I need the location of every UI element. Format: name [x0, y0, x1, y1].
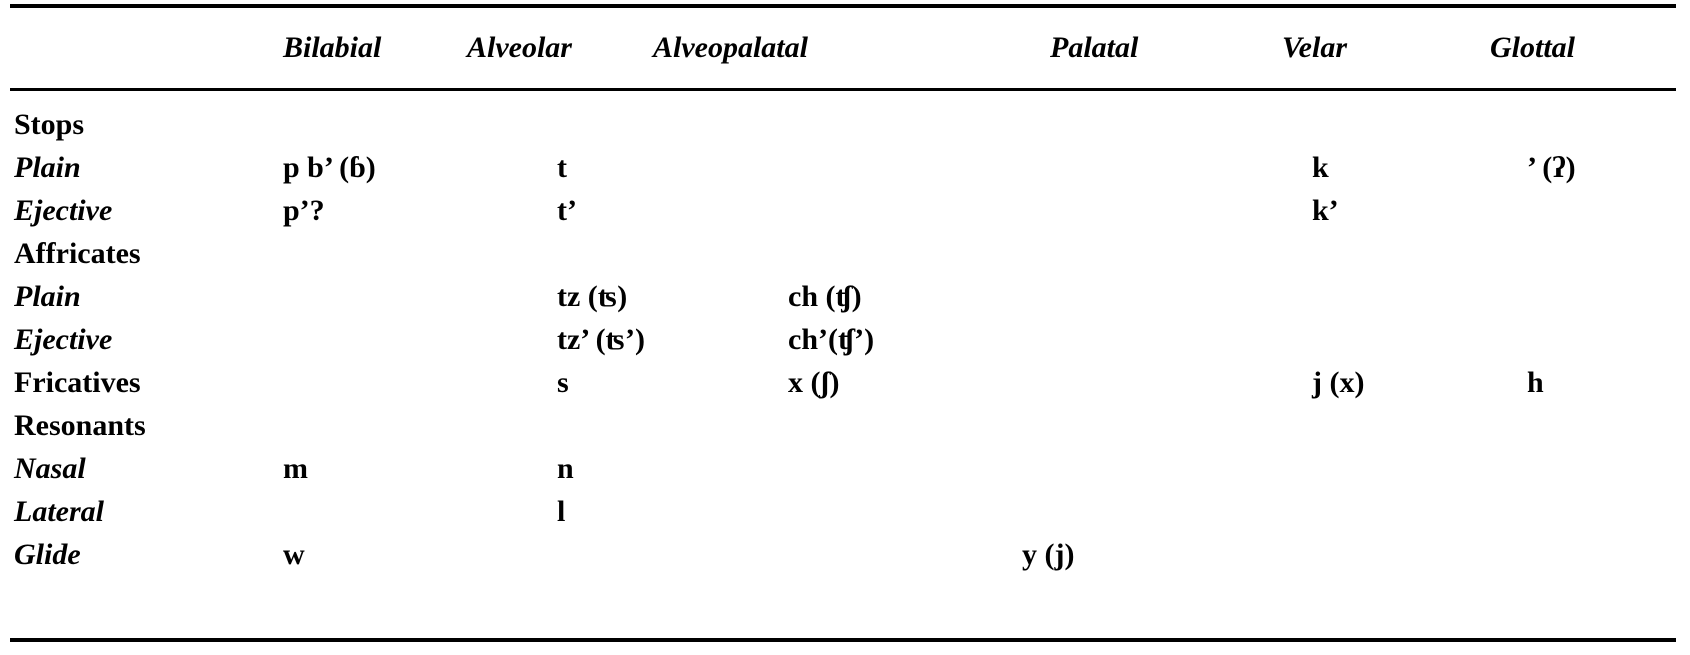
- table-row: [10, 232, 1676, 275]
- row-label: Plain: [14, 151, 81, 184]
- column-header-palatal: Palatal: [1050, 31, 1139, 64]
- table-row: [10, 318, 1676, 361]
- bottom-rule: [10, 638, 1676, 642]
- phoneme-cell: w: [283, 538, 305, 571]
- phoneme-cell: tz (ʦ): [557, 280, 628, 313]
- row-label: Affricates: [14, 237, 141, 270]
- row-label: Resonants: [14, 409, 146, 442]
- row-label: Fricatives: [14, 366, 141, 399]
- header-row: [10, 8, 1676, 88]
- phoneme-cell: t’: [557, 194, 577, 227]
- column-header-bilabial: Bilabial: [283, 31, 382, 64]
- phoneme-cell: ’ (ʔ): [1527, 151, 1576, 184]
- phoneme-cell: t: [557, 151, 567, 184]
- phoneme-cell: n: [557, 452, 574, 485]
- table-body: [10, 91, 1676, 638]
- table-row: [10, 146, 1676, 189]
- consonant-table: [10, 4, 1676, 642]
- row-label: Ejective: [14, 323, 113, 356]
- phoneme-cell: y (j): [1022, 538, 1075, 571]
- phoneme-cell: l: [557, 495, 566, 528]
- row-label: Lateral: [14, 495, 104, 528]
- row-label: Stops: [14, 108, 85, 141]
- phoneme-cell: p’?: [283, 194, 325, 227]
- phoneme-cell: p b’ (ɓ): [283, 151, 376, 184]
- phoneme-cell: tz’ (ʦ’): [557, 323, 645, 356]
- table-row: [10, 189, 1676, 232]
- phoneme-cell: ch’(ʧ’): [788, 323, 875, 356]
- column-header-velar: Velar: [1282, 31, 1348, 64]
- table-row: [10, 447, 1676, 490]
- phoneme-cell: m: [283, 452, 308, 485]
- table-row: [10, 103, 1676, 146]
- column-header-alveolar: Alveolar: [467, 31, 572, 64]
- table-row: [10, 533, 1676, 576]
- table-row: [10, 404, 1676, 447]
- phoneme-cell: ch (ʧ): [788, 280, 862, 313]
- phoneme-cell: s: [557, 366, 569, 399]
- table-row: [10, 275, 1676, 318]
- phoneme-cell: j (x): [1312, 366, 1365, 399]
- table-row: [10, 361, 1676, 404]
- phoneme-cell: x (ʃ): [788, 366, 840, 399]
- row-label: Ejective: [14, 194, 113, 227]
- row-label: Nasal: [14, 452, 86, 485]
- table-row: [10, 490, 1676, 533]
- phoneme-cell: k’: [1312, 194, 1339, 227]
- column-header-glottal: Glottal: [1490, 31, 1576, 64]
- row-label: Plain: [14, 280, 81, 313]
- row-label: Glide: [14, 538, 81, 571]
- phoneme-cell: k: [1312, 151, 1329, 184]
- phoneme-cell: h: [1527, 366, 1544, 399]
- column-header-alveopalatal: Alveopalatal: [653, 31, 808, 64]
